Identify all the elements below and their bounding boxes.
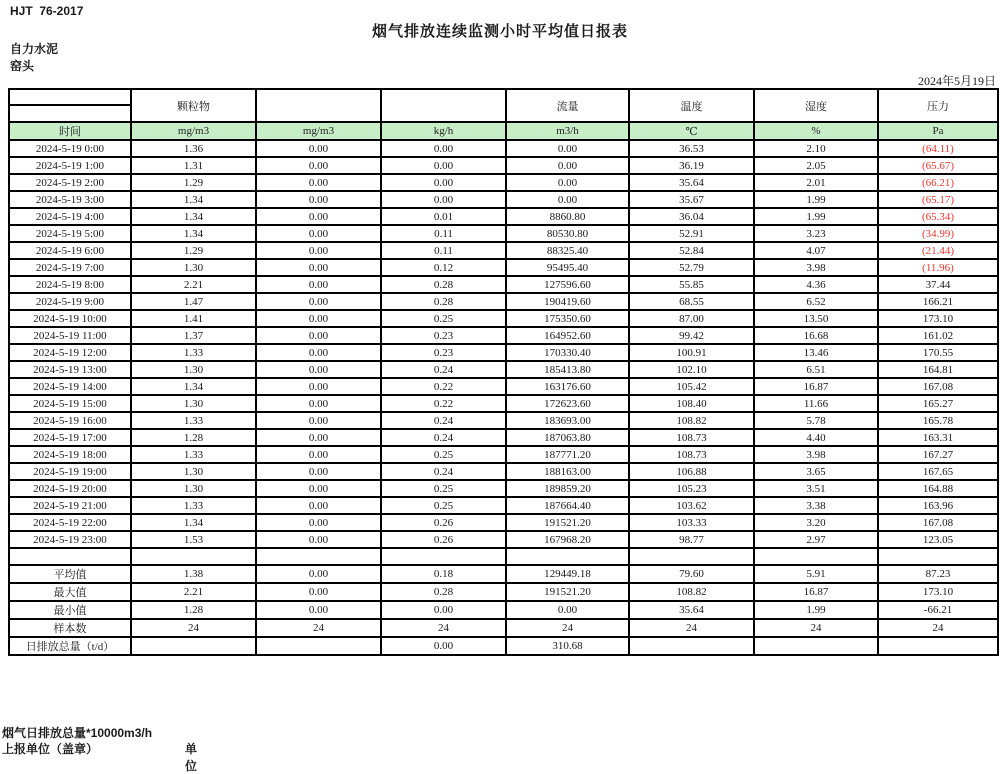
- value-cell: 3.98: [754, 446, 878, 463]
- value-cell: 1.30: [131, 361, 256, 378]
- value-cell: 0.00: [256, 361, 381, 378]
- value-cell: 1.53: [131, 531, 256, 548]
- value-cell: 0.00: [506, 191, 629, 208]
- value-cell: 35.64: [629, 174, 754, 191]
- time-cell: 2024-5-19 16:00: [9, 412, 131, 429]
- time-cell: 2024-5-19 18:00: [9, 446, 131, 463]
- value-cell: 0.00: [256, 327, 381, 344]
- value-cell: 163.31: [878, 429, 998, 446]
- value-cell: [878, 548, 998, 565]
- value-cell: 0.25: [381, 480, 506, 497]
- value-cell: 1.30: [131, 480, 256, 497]
- value-cell: 0.24: [381, 463, 506, 480]
- value-cell: 0.26: [381, 531, 506, 548]
- value-cell: 13.46: [754, 344, 878, 361]
- unit-header-cell: mg/m3: [131, 122, 256, 140]
- summary-row: [9, 601, 998, 619]
- summary-label: 平均值: [9, 565, 131, 583]
- value-cell: 167968.20: [506, 531, 629, 548]
- value-cell: 87.00: [629, 310, 754, 327]
- summary-label: 样本数: [9, 619, 131, 637]
- time-cell: 2024-5-19 15:00: [9, 395, 131, 412]
- report-date: 2024年5月19日: [917, 74, 996, 88]
- value-cell: (64.11): [878, 140, 998, 157]
- total-emission-footnote: 烟气日排放总量*10000m3/h: [2, 726, 153, 740]
- value-cell: 0.00: [381, 157, 506, 174]
- table-row: [9, 157, 998, 174]
- value-cell: 190419.60: [506, 293, 629, 310]
- value-cell: 185413.80: [506, 361, 629, 378]
- value-cell: (65.34): [878, 208, 998, 225]
- value-cell: 100.91: [629, 344, 754, 361]
- value-cell: 2.01: [754, 174, 878, 191]
- value-cell: 55.85: [629, 276, 754, 293]
- value-cell: 4.07: [754, 242, 878, 259]
- station-name: 窑头: [10, 59, 35, 73]
- value-cell: 0.00: [506, 601, 629, 619]
- value-cell: 105.42: [629, 378, 754, 395]
- table-row: [9, 463, 998, 480]
- value-cell: 0.23: [381, 327, 506, 344]
- value-cell: 0.22: [381, 378, 506, 395]
- time-cell: 2024-5-19 5:00: [9, 225, 131, 242]
- value-cell: 0.18: [381, 565, 506, 583]
- value-cell: 191521.20: [506, 583, 629, 601]
- value-cell: 0.00: [256, 225, 381, 242]
- value-cell: 1.30: [131, 463, 256, 480]
- value-cell: 1.29: [131, 174, 256, 191]
- column-group-header: 流量: [506, 89, 629, 122]
- value-cell: 80530.80: [506, 225, 629, 242]
- value-cell: 0.28: [381, 293, 506, 310]
- value-cell: 0.23: [381, 344, 506, 361]
- time-cell: 2024-5-19 6:00: [9, 242, 131, 259]
- page-title: 烟气排放连续监测小时平均值日报表: [371, 23, 628, 40]
- value-cell: 0.00: [256, 208, 381, 225]
- time-cell: 2024-5-19 7:00: [9, 259, 131, 276]
- value-cell: 4.36: [754, 276, 878, 293]
- value-cell: 1.33: [131, 497, 256, 514]
- value-cell: 103.33: [629, 514, 754, 531]
- value-cell: 0.00: [256, 429, 381, 446]
- unit-header-cell: mg/m3: [256, 122, 381, 140]
- value-cell: 1.34: [131, 514, 256, 531]
- value-cell: 0.22: [381, 395, 506, 412]
- value-cell: 173.10: [878, 583, 998, 601]
- time-cell: 2024-5-19 8:00: [9, 276, 131, 293]
- value-cell: 0.01: [381, 208, 506, 225]
- time-cell: 2024-5-19 4:00: [9, 208, 131, 225]
- footer-row: [2, 740, 198, 773]
- value-cell: 191521.20: [506, 514, 629, 531]
- time-cell: 2024-5-19 21:00: [9, 497, 131, 514]
- value-cell: 4.40: [754, 429, 878, 446]
- value-cell: 0.00: [256, 276, 381, 293]
- value-cell: 24: [256, 619, 381, 637]
- summary-row: [9, 548, 998, 565]
- value-cell: 0.00: [256, 463, 381, 480]
- unit-header-cell: m3/h: [506, 122, 629, 140]
- value-cell: [629, 548, 754, 565]
- summary-row: [9, 619, 998, 637]
- value-cell: 0.00: [256, 601, 381, 619]
- value-cell: 127596.60: [506, 276, 629, 293]
- table-row: [9, 531, 998, 548]
- summary-row: [9, 583, 998, 601]
- value-cell: 1.34: [131, 378, 256, 395]
- table-row: [9, 259, 998, 276]
- table-row: [9, 514, 998, 531]
- value-cell: [381, 548, 506, 565]
- value-cell: 105.23: [629, 480, 754, 497]
- value-cell: 0.00: [256, 412, 381, 429]
- value-cell: 0.00: [256, 174, 381, 191]
- table-row: [9, 446, 998, 463]
- value-cell: 0.00: [256, 531, 381, 548]
- value-cell: 0.24: [381, 361, 506, 378]
- time-cell: 2024-5-19 20:00: [9, 480, 131, 497]
- summary-label: 最大值: [9, 583, 131, 601]
- value-cell: 24: [878, 619, 998, 637]
- unit-label: 单位: [185, 742, 198, 773]
- value-cell: 36.19: [629, 157, 754, 174]
- table-row: [9, 480, 998, 497]
- value-cell: 0.12: [381, 259, 506, 276]
- value-cell: 0.25: [381, 497, 506, 514]
- empty-header-cell: [381, 89, 506, 122]
- table-row: [9, 191, 998, 208]
- value-cell: [754, 548, 878, 565]
- summary-label: [9, 548, 131, 565]
- value-cell: 0.00: [506, 174, 629, 191]
- value-cell: 164952.60: [506, 327, 629, 344]
- table-row: [9, 378, 998, 395]
- value-cell: 79.60: [629, 565, 754, 583]
- value-cell: 52.84: [629, 242, 754, 259]
- value-cell: 0.00: [256, 378, 381, 395]
- value-cell: 0.00: [256, 344, 381, 361]
- value-cell: 87.23: [878, 565, 998, 583]
- value-cell: 1.30: [131, 395, 256, 412]
- value-cell: 11.66: [754, 395, 878, 412]
- value-cell: 2.21: [131, 276, 256, 293]
- column-group-header: 压力: [878, 89, 998, 122]
- value-cell: [256, 548, 381, 565]
- value-cell: 0.00: [506, 140, 629, 157]
- time-cell: 2024-5-19 1:00: [9, 157, 131, 174]
- value-cell: 0.00: [381, 637, 506, 655]
- time-cell: 2024-5-19 2:00: [9, 174, 131, 191]
- value-cell: 0.00: [256, 565, 381, 583]
- value-cell: 165.27: [878, 395, 998, 412]
- value-cell: 0.24: [381, 429, 506, 446]
- value-cell: (65.67): [878, 157, 998, 174]
- value-cell: 5.78: [754, 412, 878, 429]
- value-cell: 99.42: [629, 327, 754, 344]
- value-cell: 0.25: [381, 310, 506, 327]
- empty-header-cell: [256, 89, 381, 122]
- value-cell: 1.29: [131, 242, 256, 259]
- value-cell: 52.91: [629, 225, 754, 242]
- value-cell: [506, 548, 629, 565]
- value-cell: 1.99: [754, 208, 878, 225]
- value-cell: 0.00: [256, 140, 381, 157]
- value-cell: 24: [131, 619, 256, 637]
- value-cell: 3.23: [754, 225, 878, 242]
- value-cell: 1.37: [131, 327, 256, 344]
- value-cell: 0.28: [381, 276, 506, 293]
- time-cell: 2024-5-19 19:00: [9, 463, 131, 480]
- summary-label: 日排放总量（t/d）: [9, 637, 131, 655]
- value-cell: 161.02: [878, 327, 998, 344]
- unit-header-cell: ℃: [629, 122, 754, 140]
- value-cell: 2.21: [131, 583, 256, 601]
- time-cell: 2024-5-19 13:00: [9, 361, 131, 378]
- value-cell: 68.55: [629, 293, 754, 310]
- empty-header-cell: [9, 89, 131, 105]
- value-cell: 1.41: [131, 310, 256, 327]
- value-cell: [629, 637, 754, 655]
- value-cell: 6.52: [754, 293, 878, 310]
- value-cell: 36.53: [629, 140, 754, 157]
- report-unit-label: 上报单位（盖章）: [2, 742, 99, 756]
- time-cell: 2024-5-19 3:00: [9, 191, 131, 208]
- value-cell: 164.81: [878, 361, 998, 378]
- value-cell: 0.00: [381, 191, 506, 208]
- value-cell: 187063.80: [506, 429, 629, 446]
- value-cell: [131, 548, 256, 565]
- value-cell: 0.00: [256, 191, 381, 208]
- value-cell: 0.00: [256, 497, 381, 514]
- value-cell: 102.10: [629, 361, 754, 378]
- value-cell: (11.96): [878, 259, 998, 276]
- value-cell: (21.44): [878, 242, 998, 259]
- value-cell: 3.65: [754, 463, 878, 480]
- value-cell: 167.08: [878, 378, 998, 395]
- value-cell: 16.87: [754, 378, 878, 395]
- time-column-header: 时间: [9, 122, 131, 140]
- time-cell: 2024-5-19 9:00: [9, 293, 131, 310]
- doc-code: HJT 76-2017: [10, 4, 84, 18]
- value-cell: 0.00: [256, 293, 381, 310]
- value-cell: 6.51: [754, 361, 878, 378]
- value-cell: 108.40: [629, 395, 754, 412]
- value-cell: 0.11: [381, 242, 506, 259]
- value-cell: 0.00: [256, 310, 381, 327]
- value-cell: 0.24: [381, 412, 506, 429]
- time-cell: 2024-5-19 10:00: [9, 310, 131, 327]
- value-cell: 3.98: [754, 259, 878, 276]
- value-cell: 0.28: [381, 583, 506, 601]
- table-row: [9, 276, 998, 293]
- value-cell: 1.99: [754, 601, 878, 619]
- value-cell: [878, 637, 998, 655]
- value-cell: 310.68: [506, 637, 629, 655]
- table-row: [9, 344, 998, 361]
- table-row: [9, 361, 998, 378]
- value-cell: 164.88: [878, 480, 998, 497]
- value-cell: 0.25: [381, 446, 506, 463]
- value-cell: 123.05: [878, 531, 998, 548]
- value-cell: 2.10: [754, 140, 878, 157]
- value-cell: 35.67: [629, 191, 754, 208]
- value-cell: 95495.40: [506, 259, 629, 276]
- value-cell: 24: [754, 619, 878, 637]
- value-cell: 183693.00: [506, 412, 629, 429]
- value-cell: 172623.60: [506, 395, 629, 412]
- value-cell: [256, 637, 381, 655]
- table-row: [9, 310, 998, 327]
- value-cell: 13.50: [754, 310, 878, 327]
- unit-header-cell: Pa: [878, 122, 998, 140]
- value-cell: 8860.80: [506, 208, 629, 225]
- table-row: [9, 429, 998, 446]
- report-table: [8, 88, 999, 656]
- value-cell: 188163.00: [506, 463, 629, 480]
- value-cell: 1.34: [131, 225, 256, 242]
- value-cell: 98.77: [629, 531, 754, 548]
- value-cell: 3.38: [754, 497, 878, 514]
- value-cell: 0.00: [506, 157, 629, 174]
- value-cell: [131, 637, 256, 655]
- value-cell: 24: [381, 619, 506, 637]
- value-cell: 24: [629, 619, 754, 637]
- table-row: [9, 497, 998, 514]
- time-cell: 2024-5-19 0:00: [9, 140, 131, 157]
- value-cell: 1.30: [131, 259, 256, 276]
- value-cell: 0.00: [256, 259, 381, 276]
- table-row: [9, 293, 998, 310]
- value-cell: 1.33: [131, 412, 256, 429]
- value-cell: 1.28: [131, 601, 256, 619]
- empty-header-cell: [9, 105, 131, 122]
- value-cell: 189859.20: [506, 480, 629, 497]
- value-cell: 2.05: [754, 157, 878, 174]
- value-cell: 3.20: [754, 514, 878, 531]
- value-cell: 24: [506, 619, 629, 637]
- value-cell: 170.55: [878, 344, 998, 361]
- value-cell: 3.51: [754, 480, 878, 497]
- value-cell: 1.33: [131, 344, 256, 361]
- value-cell: 1.34: [131, 191, 256, 208]
- value-cell: 1.33: [131, 446, 256, 463]
- table-row: [9, 208, 998, 225]
- value-cell: (34.99): [878, 225, 998, 242]
- value-cell: 0.00: [381, 140, 506, 157]
- value-cell: 0.00: [256, 395, 381, 412]
- value-cell: (65.17): [878, 191, 998, 208]
- value-cell: 0.00: [381, 601, 506, 619]
- column-group-header: 颗粒物: [131, 89, 256, 122]
- time-cell: 2024-5-19 22:00: [9, 514, 131, 531]
- value-cell: 167.65: [878, 463, 998, 480]
- value-cell: 0.00: [256, 157, 381, 174]
- value-cell: 37.44: [878, 276, 998, 293]
- table-row: [9, 242, 998, 259]
- value-cell: 2.97: [754, 531, 878, 548]
- value-cell: 166.21: [878, 293, 998, 310]
- value-cell: 35.64: [629, 601, 754, 619]
- time-cell: 2024-5-19 11:00: [9, 327, 131, 344]
- value-cell: 1.28: [131, 429, 256, 446]
- value-cell: (66.21): [878, 174, 998, 191]
- value-cell: 103.62: [629, 497, 754, 514]
- value-cell: 163.96: [878, 497, 998, 514]
- time-cell: 2024-5-19 17:00: [9, 429, 131, 446]
- value-cell: 165.78: [878, 412, 998, 429]
- summary-label: 最小值: [9, 601, 131, 619]
- summary-row: [9, 565, 998, 583]
- value-cell: 173.10: [878, 310, 998, 327]
- value-cell: 187664.40: [506, 497, 629, 514]
- value-cell: [754, 637, 878, 655]
- value-cell: 5.91: [754, 565, 878, 583]
- value-cell: 0.00: [256, 480, 381, 497]
- value-cell: 163176.60: [506, 378, 629, 395]
- value-cell: 167.08: [878, 514, 998, 531]
- value-cell: 0.00: [256, 583, 381, 601]
- value-cell: 1.38: [131, 565, 256, 583]
- column-group-header: 温度: [629, 89, 754, 122]
- value-cell: 187771.20: [506, 446, 629, 463]
- value-cell: 0.00: [381, 174, 506, 191]
- table-row: [9, 140, 998, 157]
- company-name: 自力水泥: [10, 42, 59, 56]
- time-cell: 2024-5-19 12:00: [9, 344, 131, 361]
- value-cell: 52.79: [629, 259, 754, 276]
- value-cell: 0.26: [381, 514, 506, 531]
- value-cell: 0.00: [256, 446, 381, 463]
- unit-header-cell: kg/h: [381, 122, 506, 140]
- table-row: [9, 225, 998, 242]
- value-cell: -66.21: [878, 601, 998, 619]
- value-cell: 106.88: [629, 463, 754, 480]
- value-cell: 88325.40: [506, 242, 629, 259]
- table-row: [9, 395, 998, 412]
- value-cell: 129449.18: [506, 565, 629, 583]
- value-cell: 36.04: [629, 208, 754, 225]
- value-cell: 175350.60: [506, 310, 629, 327]
- value-cell: 108.73: [629, 429, 754, 446]
- value-cell: 1.36: [131, 140, 256, 157]
- value-cell: 108.73: [629, 446, 754, 463]
- summary-row: [9, 637, 998, 655]
- unit-header-cell: %: [754, 122, 878, 140]
- value-cell: 0.11: [381, 225, 506, 242]
- value-cell: 1.47: [131, 293, 256, 310]
- table-row: [9, 327, 998, 344]
- value-cell: 1.31: [131, 157, 256, 174]
- column-group-header: 湿度: [754, 89, 878, 122]
- value-cell: 16.68: [754, 327, 878, 344]
- value-cell: 167.27: [878, 446, 998, 463]
- value-cell: 0.00: [256, 242, 381, 259]
- value-cell: 108.82: [629, 583, 754, 601]
- table-row: [9, 174, 998, 191]
- time-cell: 2024-5-19 23:00: [9, 531, 131, 548]
- value-cell: 1.34: [131, 208, 256, 225]
- value-cell: 1.99: [754, 191, 878, 208]
- table-row: [9, 412, 998, 429]
- value-cell: 170330.40: [506, 344, 629, 361]
- time-cell: 2024-5-19 14:00: [9, 378, 131, 395]
- value-cell: 0.00: [256, 514, 381, 531]
- value-cell: 16.87: [754, 583, 878, 601]
- value-cell: 108.82: [629, 412, 754, 429]
